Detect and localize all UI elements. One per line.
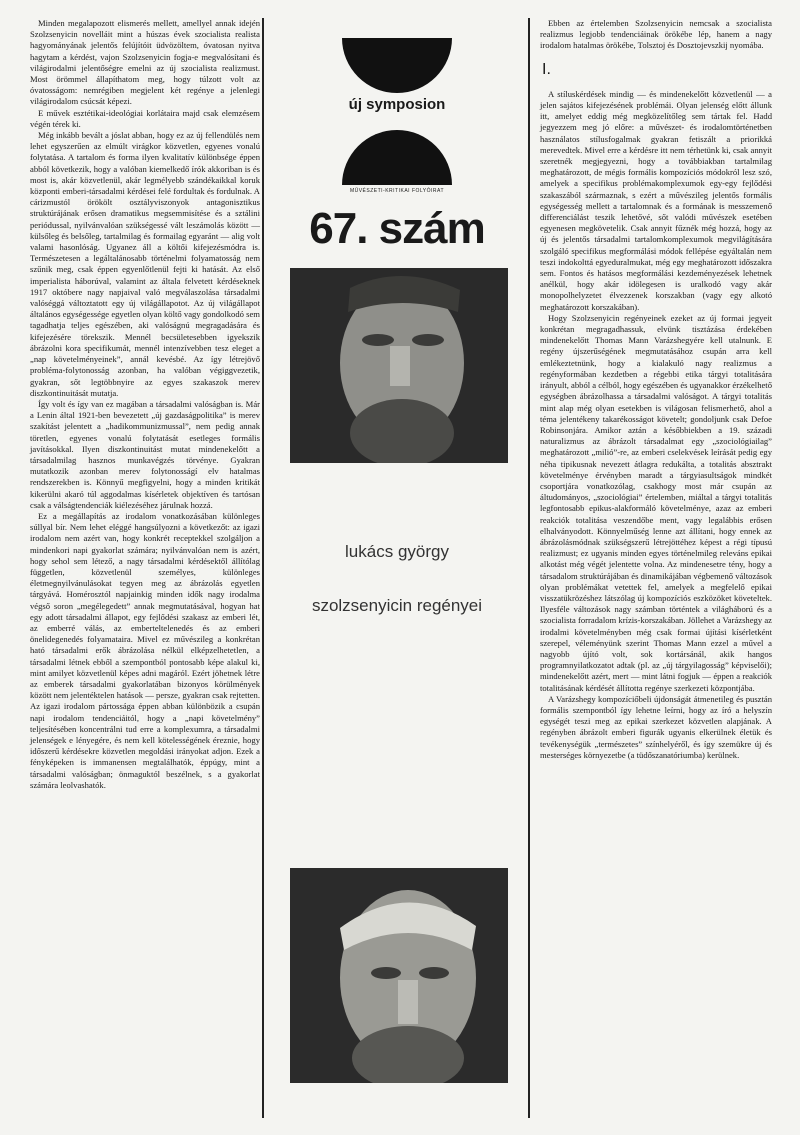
paragraph: Így volt és így van ez magában a társadalmi valóságban is. Már a Lenin által 1921-ben bevezetett „új gazdaságpolitika” is merev szakítást jelentett a „hadikommunizmussal”, nem pedig annak töretlen, egyenes vonalú folytatását esetleges formális javításokkal. Ilyen diszkontinuitást mutat mindenekelőtt a társadalmilag hasznos munkavégzés törvénye. Gyakran mutatkozik azonban merev folytonosságí elv hatalmas rendszerekben is. Könnyű megfigyelni, hogy a minden kritikát kikerülni akaró túl aggodalmas kísérletek objektíven és tartósan csak a válságtendenciák kiélezéséhez járulnak hozzá. xyxy=(30,398,260,510)
paragraph: A Varázshegy kompozíciőbeli újdonságát átmenetileg és pusztán formális szempontból így lehetne leírni, hogy az író a helyszín egységét teszi meg az epikai szerkezet közvetlen alapjának. A regényben ábrázolt emberi figurák ugyanis elkerülnek életük és tevékenységük „természetes” színhelyéről, és így szemükre új és mesterséges környezetbe (a tüdőszanatóriumba) kerülnek. xyxy=(540,693,772,760)
intro-paragraph: Ebben az értelemben Szolzsenyicin nemcsak a szocialista realizmus legjobb tendenciáinak örökébe lép, hanem a nagy irodalom hatalmas örökébe, Tolsztoj és Dosztojevszkij nyomába. xyxy=(540,18,772,51)
article-title: szolzsenyicin regényei xyxy=(311,596,483,615)
masthead-title: új symposion xyxy=(348,96,446,113)
masthead-subtitle: MŰVÉSZETI-KRITIKAI FOLYÓIRAT xyxy=(349,188,445,194)
author-portrait-bottom xyxy=(290,868,508,1083)
portrait-image xyxy=(290,268,508,463)
column-rule-right xyxy=(528,18,530,1118)
left-text-column xyxy=(30,18,260,791)
portrait-image xyxy=(290,868,508,1083)
right-text-column xyxy=(540,18,772,761)
paragraph: A stíluskérdések mindig — és mindenekelőtt közvetlenül — a jelen sajátos kifejezésének problémái. Olyan jelenség előtt állunk itt, amelyet eddig még megközelítőleg sem tártak fel. Hadd jegyezzem meg jó előre: a művészet- és irodalomtörténetben használatos stílusfogalmak gyakran fetiszált a priorikká merevedtek. Mivel erre a kérdésre itt nem térhetünk ki, csak annyit szeretnék megjegyezni, hogy a továbbiakban tartalmilag meghatározott, de mégis formális kompozíciós módokról lesz szó, amelyek a specifikus problémakomplexumok egy-egy fejlődési szakaszából származnak, s ezért a művészileg jelentős formális egységesség mellett a tartalomnak és a formának is messzemenő differenciálást teszik lehetővé, sőt valódi művészek esetében egyenesen megkövetelik. Csak annyit fűznék még hozzá, hogy az új és jelentős társadalmi tartalomkomplexumok megvilágítására szolgáló specifikus megformálási módok fellépése egyáltalán nem teszi indokolttá egyeduralmukat, még egy meghatározott időszakra sem. Fontos és hatásos megformálási kezdeményezések lehetnek anélkül, hogy akár idölegesen is uralkodó vagy akár monopolhelyzetet élvezzenek korszakban (vagy egy alkotó meghatározott korszakában). xyxy=(540,88,772,312)
column-rule-left xyxy=(262,18,264,1118)
issue-number: 67. szám xyxy=(309,204,485,253)
paragraph: E művek esztétikai-ideológiai korlátaira majd csak elemzésem végén térek ki. xyxy=(30,107,260,129)
paragraph: Minden megalapozott elismerés mellett, amellyel annak idején Szolzsenyicin novelláit mint a húszas évek szocialista realista hagyományának jelentős felújítóit üdvözöltem, óvatosan nyitva hagytam a kérdést, vajon Szolzsenyicin fogja-e megvalósítani és világirodalmi jelentőségre emelni az új szocialista realizmust. Most örömmel állapíthatom meg, hogy túlzott volt az óvatosságom: nemrégiben megjelent két regénye a jelenlegi világirodalom csúcsát képezi. xyxy=(30,18,260,107)
paragraph: Ez a megállapítás az irodalom vonatkozásában különleges súllyal bír. Nem lehet eléggé hangsúlyozni a következőt: az igazi irodalom nem azért van, hogy konkrét receptekkel szolgáljon a mindenkori napi gyakorlat számára; nyilvánvalóan nem is azért, hogy sehol sem létező, a nagy társadalmi kérdésektől állítólag független, közvetlenül személyes, különleges életmegnyilvánulásokat tegyen meg az ábrázolás egyetlen tárgyává. Homérosztól napjainkig minden idők nagy irodalma végső soron „megélegedett” annak megmutatásával, hogyan hat egy adott társadalmi állapot, egy fejlődési szakasz az emberi lét, az emberré válás, az emberteltelenedés és az emberi önelidegenedés folyamataira. Mivel ez művészileg a konkrétan ható társadalmi erők ábrázolása nélkül elképzelhetetlen, a társadalmi létnek ebből a szempontból pontosabb képe alakul ki, mint amilyet közvetlenül képes adni magáról. Ezért jöhetnek létre az emberek társadalmi gyakorlatában bizonyos körülmények között nem jelentéktelen hatások — persze, gyakran csak rejtetten. Az igazi irodalom pártossága éppen abban különbözik a csupán napi irodalom tendenciáitól, hogy a „napi követelmény” teljesítésében koncentrálni tud erre a komplexumra, a társadalmi jelenségek e lényegére, és nem kell kötelességének éreznie, hogy időszerű kérdésekre közvetlen megoldási irányokat adjon. Ezek a fényképeken is immanensen megtalálhatók, éppúgy, mint a társadalmi valóságban; önmaguktól beszélnek, s a gyakorlat számára leolvashatók. xyxy=(30,510,260,790)
section-number: I. xyxy=(542,60,551,78)
paragraph: Hogy Szolzsenyicin regényeinek ezeket az új formai jegyeit konkrétan megragadhassuk, elvünk tisztázása érdekében mindenekelőtt Thomas Mann Varázshegyére kell utalnunk. E regény újszerűségének megmutatásához csupán arra kell emlékeztetnünk, hogy a kialakuló nagy realizmus a regényformában kezdetben a régebbi etika tárgyi totalitására irányult, abból a célból, hogy egészében és ugyanakkor érzékelhető egységben ábrázolhassa a társadalmi valóságot. A tárgyi totalitás mint alap még olyan esetekben is világosan felismerhető, ahol a téma jelentékeny takarékosságot követelt; gondoljunk csak Defoe Robinsonjára. Amikor aztán a későbbiekben a 19. századi naturalizmus az ábrázolt társadalmat egy „szociológiailag” meghatározott „milió”-re, az emberi cselekvések leírását pedig egy néha tipikusnak nevezett átlagra redukálta, a totalitás absztrakt követelménye érvényben maradt a tárgyiasultságok mindkét csoportjára vonatkozólag, csakhogy most már csupán az áltudományos, „szociológiai” értelemben, miáltal a tárgyi totalitás legfontosabb epikus-alakformáló követelménye, azaz az emberi reakciók totalitása veszendőbe ment, vagy legalábbis erősen elhalványodott. Könnyelműség lenne azt állítani, hogy ennek az ábrázolásmódnak szükségszerű létrejöttéhez képest a régi típusú realizmust; ez ugyanis minden egyes történelmileg releváns epikai alkotást még végét jelentette volna. Az mindenesetre tény, hogy a társadalom struktúrájában és dinamikájában végbemenő változások olyan problémákat vetettek fel, amelyek a megfelelő epikai visszatükrözéshez látszólag új kompozíciós eszközöket követeltek. Ilyesféle változások nagy számban történtek a világháború és a szocialista forradalom krízis-korszakában. Jöllehet a Varázshegy az irodalmi követelményben még csak formai újítási kísérletként szerepel, véleményünk szerint Thomas Mann ezzel a művel a nagyobb újító volt, sok kortársánál, akik hangos programnyilatkozatot adtak (pl. az „új tárgyilagosság” képviselői); mindenekelőtt azért, mert — mint látni fogjuk — éppen a reakciók totalitásának kérdését állította regénye szerkezeti központjába. xyxy=(540,312,772,693)
paragraph: Még inkább bevált a jóslat abban, hogy ez az új fellendülés nem lehet egyszerűen az elmúlt virágkor közvetlen, egyenes vonalú folytatása. A tartalom és forma ilyen kvalitatív különbsége éppen abból következik, hogy a valóban kiemelkedő írók akkoriban is és most is, akár közvetlenül, akár legmélyebb szándékaikkal koruk központi emberi-társadalmi kérdései felé fordultak és fordulnak. A cárizmustól örökölt osztályviszonyok antagonisztikus struktúrájának erősen dramatikus megsemmisítése és a sztálini periódussal, nyilvánvalóan szükségessé vált leszámolás között — külsőleg és belsőleg, tartalmilag és formailag egyaránt — alig volt valami hasonlóság. Ugyanez áll a költői kifejezésmódra is. Természetesen a legáltalánosabb történelmi folyamatosság nem szűnik meg, csak éppen egyenlőtlenül fejti ki hatását. Az első imperialista háborúval, valamint az általa felvetett kérdéseknek 1917 októbere nagy napjaival való megválaszolása társadalmi valóséggá változtatott egy új világállapotot. Az új világállapot általános egységessége egyetlen olyan költő vagy gondolkodó sem tagadhatja teljes egészében, aki valóságnú megragadására és kifejezésére törekszik. Mennél becsületesebben igyekszik ábrázolni kora specifikumát, mennél intenzívebben tesz eleget a „nap követelményeinek”, annál kevésbé. Az így létrejövő probléma-folytonosság azonban, ha valóban végiggvezetik, gyakran, sőt legtöbbnyire az egyes szakaszok merev diszkontinuitását mutatja. xyxy=(30,130,260,398)
masthead-logo-bottom-half xyxy=(342,130,452,185)
author-portrait-top xyxy=(290,268,508,463)
article-author: lukács györgy xyxy=(345,542,449,561)
masthead-logo-top-half xyxy=(342,38,452,93)
